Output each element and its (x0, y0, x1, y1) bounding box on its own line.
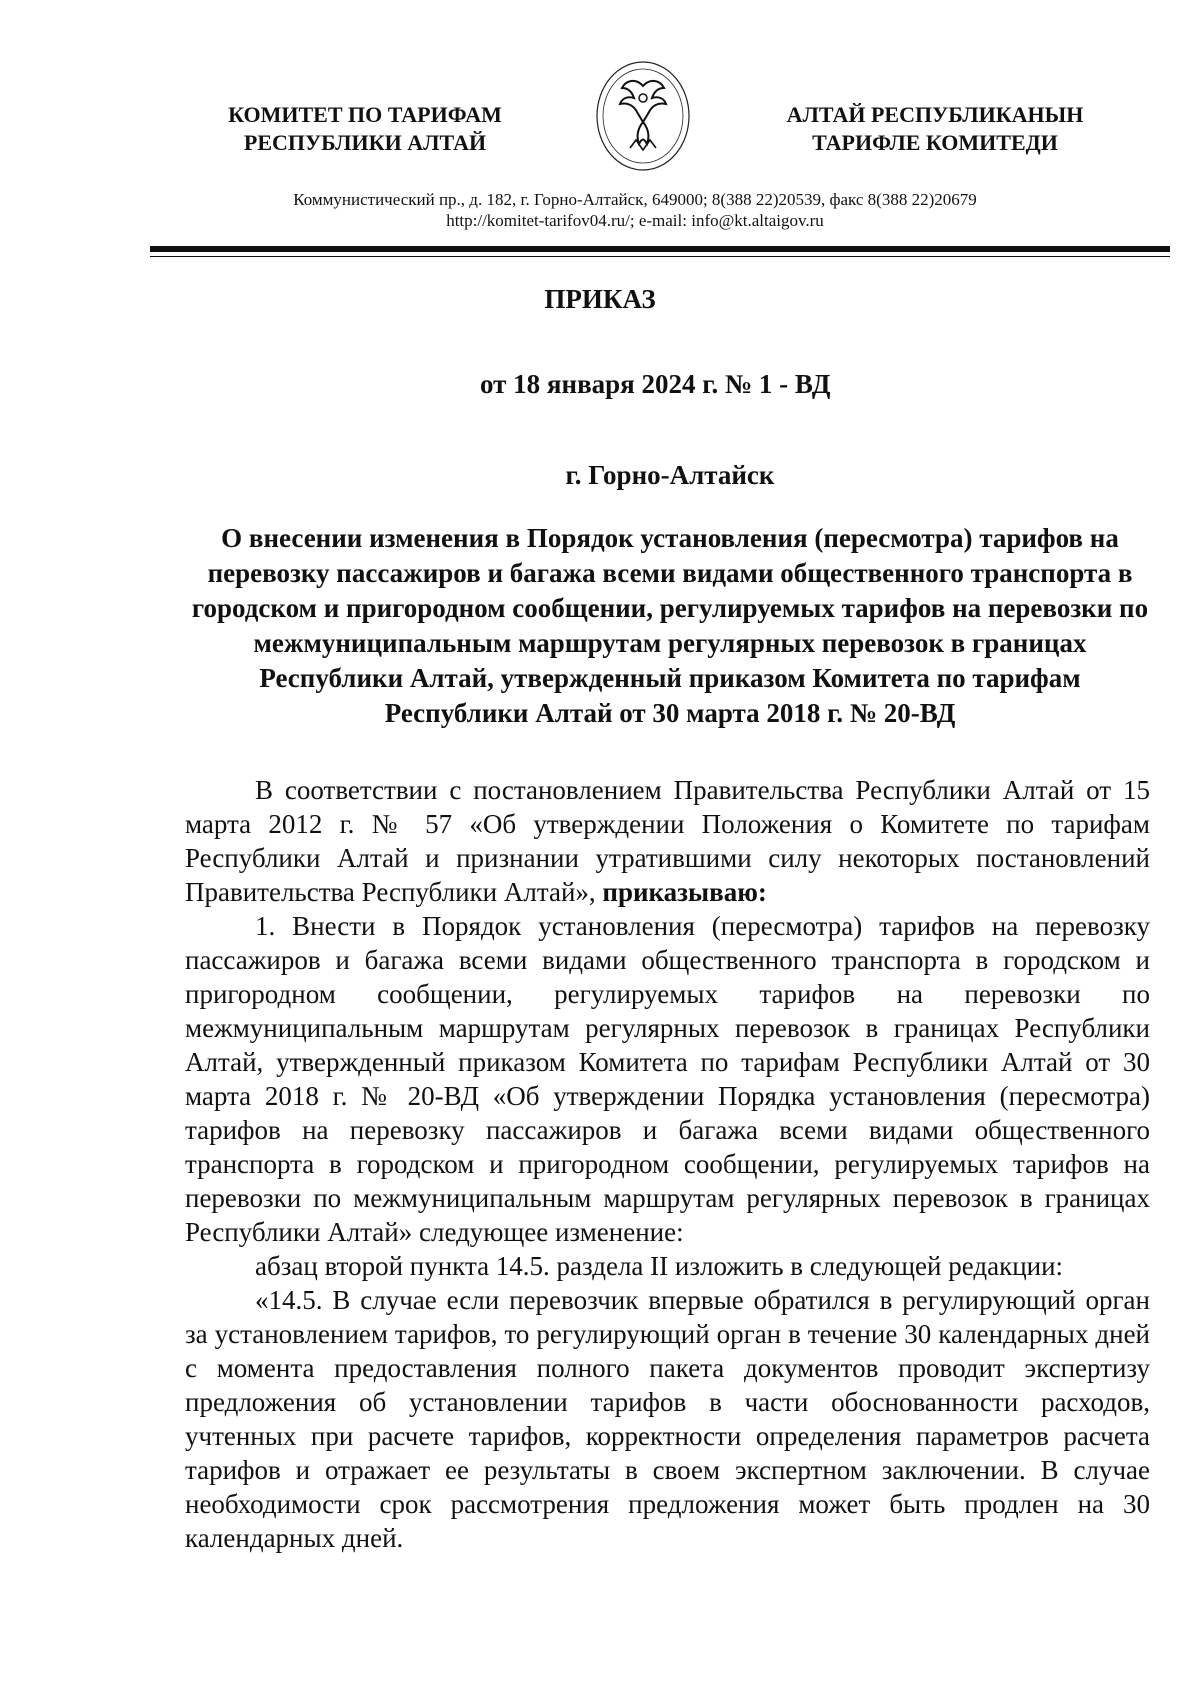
order-city: г. Горно-Алтайск (565, 460, 775, 490)
contact-address: Коммунистический пр., д. 182, г. Горно-Алтайск, 649000; 8(388 22)20539, факс 8(388 22)20679 (293, 190, 977, 209)
org-name-russian (205, 101, 525, 157)
contact-info (200, 189, 1070, 231)
org-name-altai-line2: ТАРИФЛЕ КОМИТЕДИ (812, 130, 1058, 155)
contact-web-email: http://komitet-tarifov04.ru/; e-mail: info@kt.altaigov.ru (446, 211, 824, 230)
preamble-text: В соответствии с постановлением Правительства Республики Алтай от 15 марта 2012 г. № 57 «Об утверждении Положения о Комитете по тарифам Республики Алтай и признании утратившими силу некоторых постановлений Правительства Республики Алтай», (185, 775, 1150, 907)
republic-altai-emblem-icon (592, 58, 694, 174)
order-body (185, 773, 1150, 1555)
org-name-altai-line1: АЛТАЙ РЕСПУБЛИКАНЫН (786, 102, 1084, 127)
item-1-paragraph: 1. Внести в Порядок установления (пересмотра) тарифов на перевозку пассажиров и багажа всеми видами общественного транспорта в городском и пригородном сообщении, регулируемых тарифов на перевозки по межмуниципальным маршрутам регулярных перевозок в границах Республики Алтай, утвержденный приказом Комитета по тарифам Республики Алтай от 30 марта 2018 г. № 20-ВД «Об утверждении Порядка установления (пересмотра) тарифов на перевозку пассажиров и багажа всеми видами общественного транспорта в городском и пригородном сообщении, регулируемых тарифов на перевозки по межмуниципальным маршрутам регулярных перевозок в границах Республики Алтай» следующее изменение: (185, 911, 1150, 1247)
org-name-russian-line1: КОМИТЕТ ПО ТАРИФАМ (228, 102, 502, 127)
order-word: приказываю: (602, 877, 767, 907)
order-subject: О внесении изменения в Порядок установления (пересмотра) тарифов на перевозку пассажиров и багажа всеми видами общественного транспорта в городском и пригородном сообщении, регулируемых тарифов на перевозки по межмуниципальным маршрутам регулярных перевозок в границах Республики Алтай, утвержденный приказом Комитета по тарифам Республики Алтай от 30 марта 2018 г. № 20-ВД (191, 523, 1149, 728)
header-divider-thin (150, 256, 1170, 257)
order-date-number: от 18 января 2024 г. № 1 - ВД (480, 369, 831, 399)
document-type-title: ПРИКАЗ (544, 284, 656, 314)
org-name-russian-line2: РЕСПУБЛИКИ АЛТАЙ (243, 130, 487, 155)
item-1-sub-paragraph: абзац второй пункта 14.5. раздела II изложить в следующей редакции: (255, 1251, 1064, 1281)
org-name-altai (770, 101, 1100, 157)
header-divider-thick (150, 246, 1170, 252)
quoted-amendment-paragraph: «14.5. В случае если перевозчик впервые обратился в регулирующий орган за установлением тарифов, то регулирующий орган в течение 30 календарных дней с момента предоставления полного пакета документов проводит экспертизу предложения об установлении тарифов в части обоснованности расходов, учтенных при расчете тарифов, корректности определения параметров расчета тарифов и отражает ее результаты в своем экспертном заключении. В случае необходимости срок рассмотрения предложения может быть продлен на 30 календарных дней. (185, 1285, 1150, 1553)
preamble-paragraph (185, 773, 1150, 909)
